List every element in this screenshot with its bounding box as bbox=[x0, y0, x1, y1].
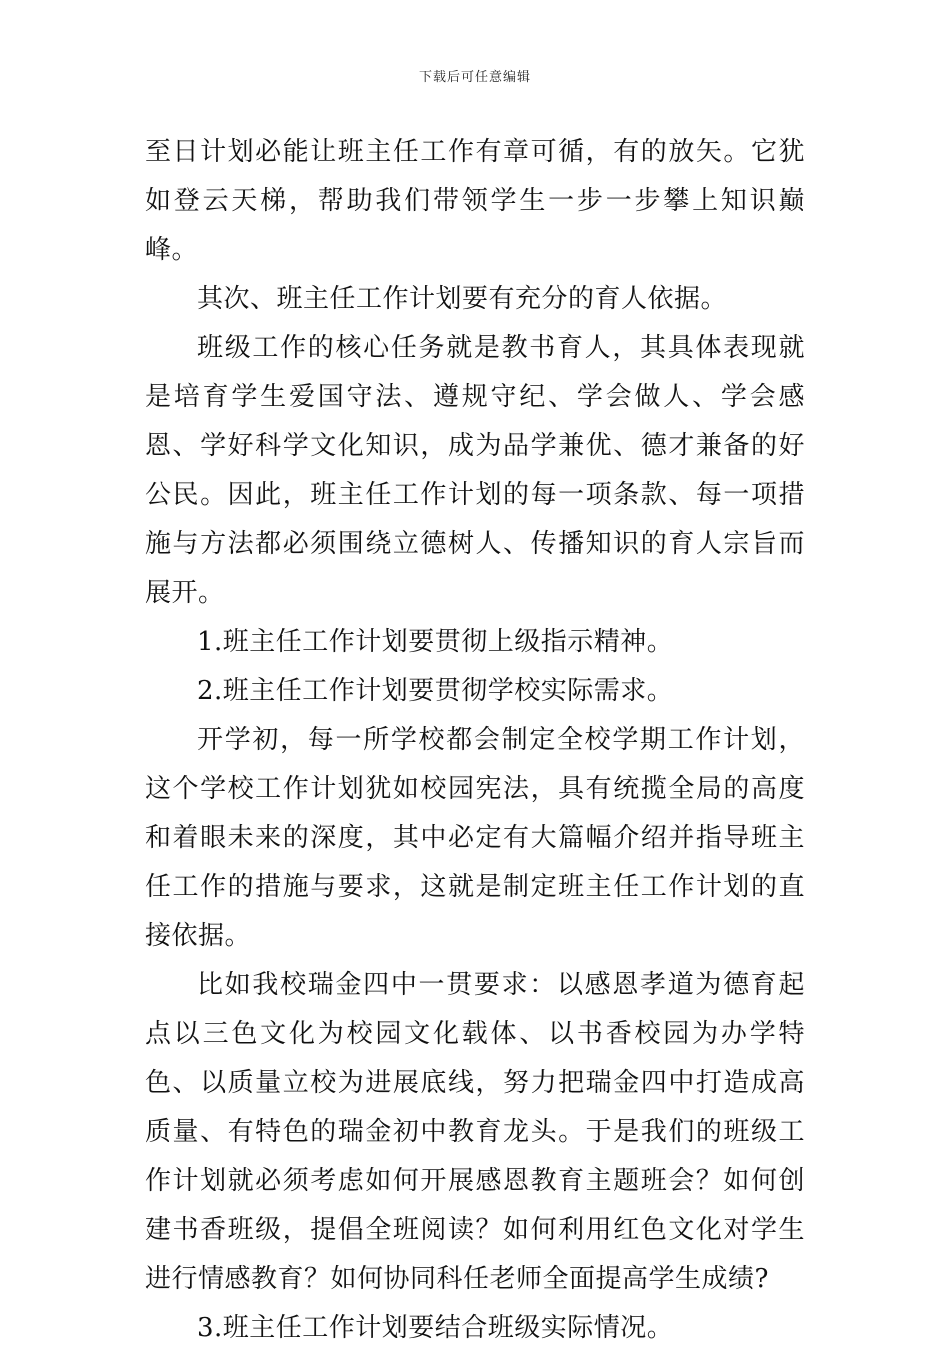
document-body bbox=[145, 128, 805, 1353]
paragraph-6: 开学初，每一所学校都会制定全校学期工作计划，这个学校工作计划犹如校园宪法，具有统揽全局的高度和着眼未来的深度，其中必定有大篇幅介绍并指导班主任工作的措施与要求，这就是制定班主任工作计划的直接依据。 bbox=[145, 725, 805, 951]
paragraph-2: 其次、班主任工作计划要有充分的育人依据。 bbox=[197, 284, 728, 314]
paragraph-5: 2.班主任工作计划要贯彻学校实际需求。 bbox=[197, 676, 674, 706]
paragraph-1: 至日计划必能让班主任工作有章可循，有的放矢。它犹如登云天梯，帮助我们带领学生一步一步攀上知识巅峰。 bbox=[145, 137, 805, 265]
paragraph-4: 1.班主任工作计划要贯彻上级指示精神。 bbox=[197, 627, 674, 657]
paragraph-3: 班级工作的核心任务就是教书育人，其具体表现就是培育学生爱国守法、遵规守纪、学会做人、学会感恩、学好科学文化知识，成为品学兼优、德才兼备的好公民。因此，班主任工作计划的每一项条款、每一项措施与方法都必须围绕立德树人、传播知识的育人宗旨而展开。 bbox=[145, 333, 805, 608]
paragraph-7: 比如我校瑞金四中一贯要求：以感恩孝道为德育起点以三色文化为校园文化载体、以书香校园为办学特色、以质量立校为进展底线，努力把瑞金四中打造成高质量、有特色的瑞金初中教育龙头。于是我们的班级工作计划就必须考虑如何开展感恩教育主题班会？如何创建书香班级，提倡全班阅读？如何利用红色文化对学生进行情感教育？如何协同科任老师全面提高学生成绩? bbox=[145, 970, 805, 1294]
paragraph-8: 3.班主任工作计划要结合班级实际情况。 bbox=[197, 1313, 674, 1343]
header-note: 下载后可任意编辑 bbox=[418, 70, 531, 85]
